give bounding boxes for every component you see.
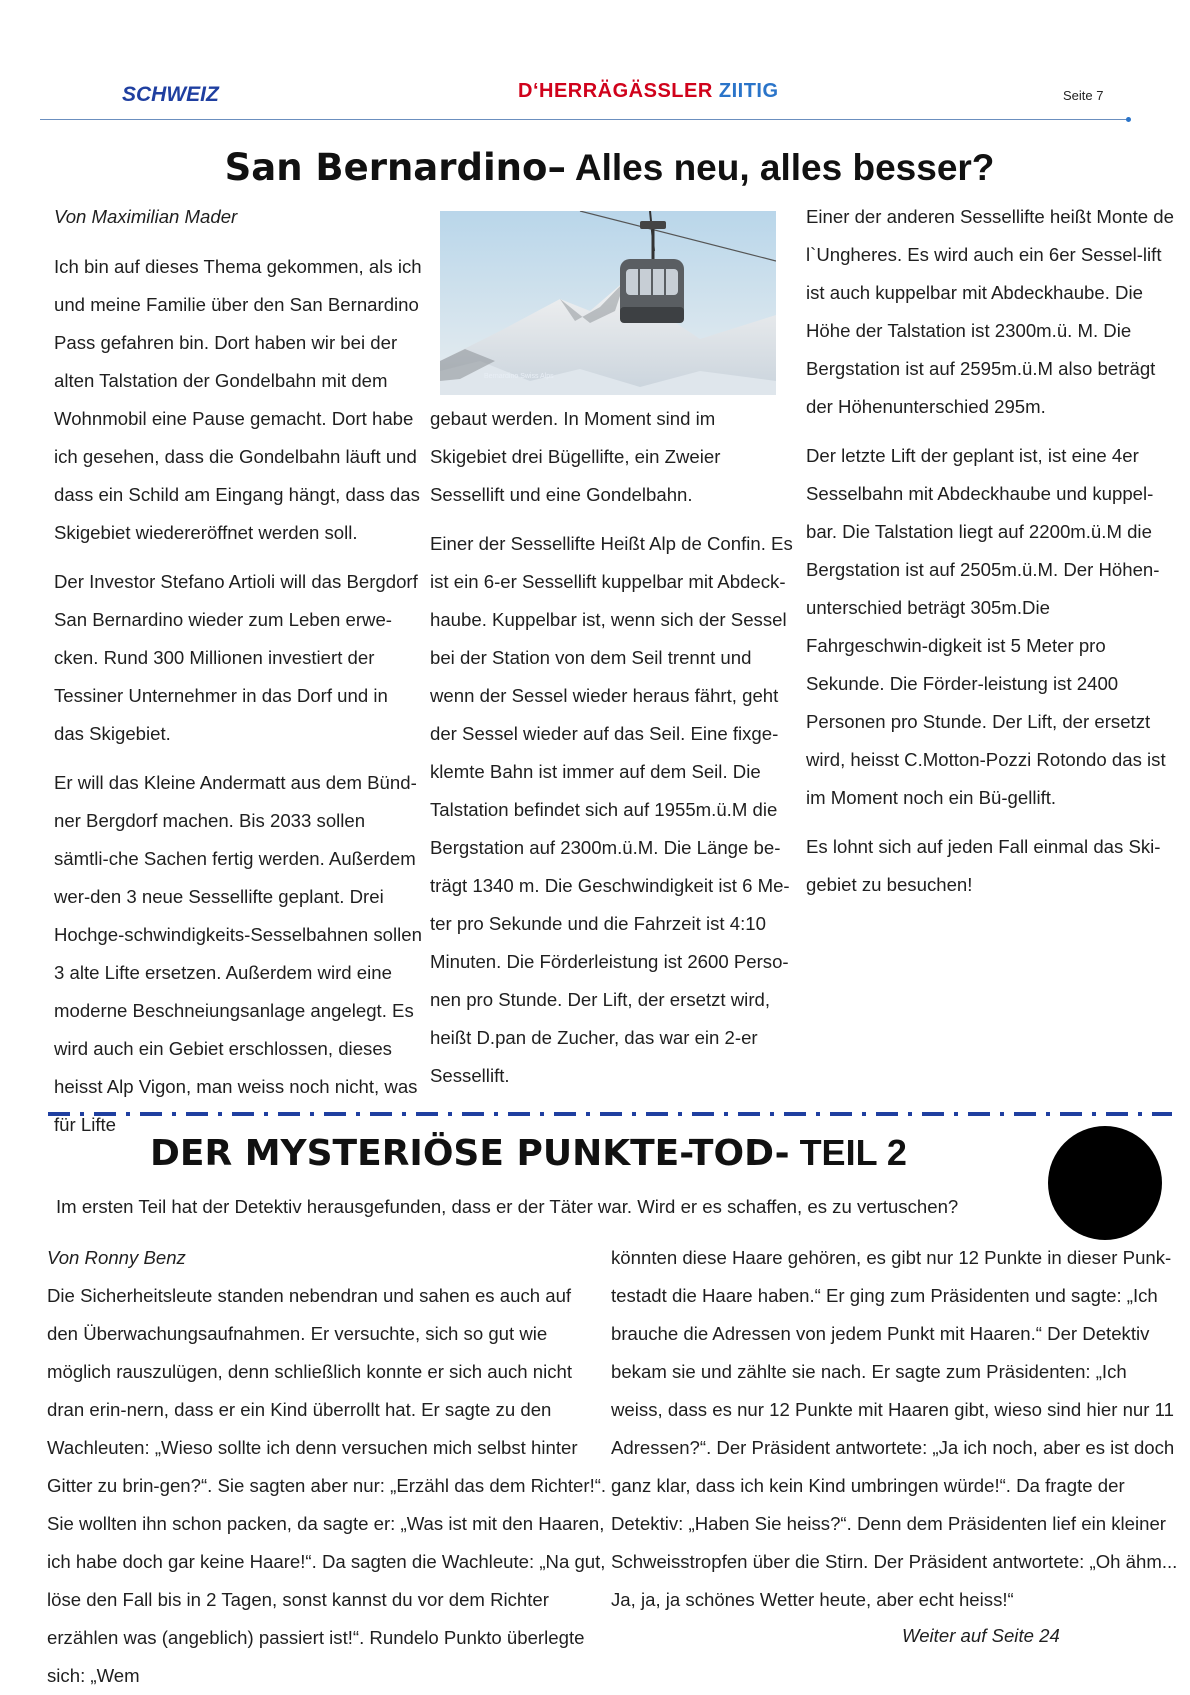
story-paragraph: könnten diese Haare gehören, es gibt nur 12 Punkte in dieser Punk-testadt die Haare haben.“ Er ging zum Präsidenten und sagte: „Ich brauche die Adressen von jedem Punkt mit Haaren.“ Der Detektiv bekam sie und zählte sie nach. Er sagte zum Präsidenten: „Ich weiss, dass es nur 12 Punkte mit Haaren gibt, wieso sind hier nur 11 Adressen?“. Der Präsident antwortete: „Ja ich noch, aber es ist doch ganz klar, dass ich kein Kind umbringen würde!“. Da fragte der Detektiv: „Haben Sie heiss?“. Denn dem Präsidenten lief ein kleiner Schweisstropfen über die Stirn. Der Präsident antwortete: „Oh ähm... Ja, ja, ja schönes Wetter heute, aber echt heiss!“ [611,1247,1178,1610]
header-rule [40,119,1130,120]
story-lead: Im ersten Teil hat der Detektiv herausgefunden, dass er der Täter war. Wird er es schaffen, es zu vertuschen? [56,1196,959,1217]
story-title [150,1132,907,1174]
story-column-1 [47,1239,607,1695]
newspaper-name-accent: ZIITIG [718,80,779,102]
article-paragraph: Der Investor Stefano Artioli will das Bergdorf San Bernardino wieder zum Leben erwe-cken. Rund 300 Millionen investiert der Tessiner Unternehmer in das Dorf und in das Skigebiet. [54,571,418,744]
article-paragraph: Ich bin auf dieses Thema gekommen, als ich und meine Familie über den San Bernardino Pass gefahren bin. Dort haben wir bei der alten Talstation der Gondelbahn mit dem Wohnmobil eine Pause gemacht. Dort habe ich gesehen, dass die Gondelbahn läuft und dass ein Schild am Eingang hängt, dass das Skigebiet wiedereröffnet werden soll. [54,256,422,543]
article-paragraph: Einer der Sessellifte Heißt Alp de Confin. Es ist ein 6-er Sessellift kuppelbar mit Abdeck-haube. Kuppelbar ist, wenn sich der Sessel bei der Station von dem Seil trennt und wenn der Sessel wieder heraus fährt, geht der Sessel wieder auf das Seil. Eine fixge-klemte Bahn ist immer auf dem Seil. Die Talstation befindet sich auf 1955m.ü.M die Bergstation auf 2300m.ü.M. Die Länge be-trägt 1340 m. Die Geschwindigkeit ist 6 Me-ter pro Sekunde und die Fahrzeit ist 4:10 Minuten. Die Förderleistung ist 2600 Perso-nen pro Stunde. Der Lift, der ersetzt wird, heißt D.pan de Zucher, das war ein 2-er Sessellift. [430,533,793,1086]
section-divider [48,1111,1172,1117]
article-column-2 [430,400,795,1106]
story-column-2 [611,1239,1181,1619]
article-paragraph: Er will das Kleine Andermatt aus dem Bünd-ner Bergdorf machen. Bis 2033 sollen sämtli-che Sachen fertig werden. Außerdem wer-den 3 neue Sessellifte geplant. Drei Hochge-schwindigkeits-Sesselbahnen sollen 3 alte Lifte ersetzen. Außerdem wird eine moderne Beschneiungsanlage angelegt. Es wird auch ein Gebiet erschlossen, dieses heisst Alp Vigon, man weiss noch nicht, was für Lifte [54,772,422,1135]
article-title [0,146,1190,189]
section-label: SCHWEIZ [122,83,219,106]
article-title-bold: San Bernardino [224,146,548,189]
article-paragraph: Einer der anderen Sessellifte heißt Monte de l`Ungheres. Es wird auch ein 6er Sessel-lift ist auch kuppelbar mit Abdeckhaube. Die Höhe der Talstation ist 2300m.ü. M. Die Bergstation ist auf 2595m.ü.M also beträgt der Höhenunterschied 295m. [806,206,1174,417]
article-paragraph: gebaut werden. In Moment sind im Skigebiet drei Bügellifte, ein Zweier Sessellift und eine Gondelbahn. [430,408,721,505]
gondola-photo [440,211,776,395]
photo-caption: Bernardino Swiss Alps [484,373,554,380]
article-paragraph: Es lohnt sich auf jeden Fall einmal das Ski-gebiet zu besuchen! [806,836,1161,895]
article-title-dash: – [547,146,566,189]
newspaper-name-main: D‘HERRÄGÄSSLER [518,80,713,102]
gondola-photo-illustration [440,211,776,395]
story-title-bold: DER MYSTERIÖSE PUNKTE-TOD- [150,1133,790,1174]
black-dot-illustration [1048,1126,1162,1240]
page-number: Seite 7 [1063,88,1104,103]
article-column-3 [806,198,1176,915]
continued-note: Weiter auf Seite 24 [902,1625,1060,1646]
article-byline: Von Maximilian Mader [54,206,238,227]
story-paragraph: Die Sicherheitsleute standen nebendran und sahen es auch auf den Überwachungsaufnahmen. Er versuchte, sich so gut wie möglich rauszulügen, denn schließlich konnte er sich auch nicht dran erin-nern, dass er ein Kind überrollt hat. Er sagte zu den Wachleuten: „Wieso sollte ich denn versuchen mich selbst hinter Gitter zu brin-gen?“. Sie sagten aber nur: „Erzähl das dem Richter!“. Sie wollten ihn schon packen, da sagte er: „Was ist mit den Haaren, ich habe doch gar keine Haare!“. Da sagten die Wachleute: „Na gut, löse den Fall bis in 2 Tagen, sonst kannst du vor dem Richter erzählen was (angeblich) passiert ist!“. Rundelo Punkto überlegte sich: „Wem [47,1285,607,1686]
story-title-rest: TEIL 2 [789,1132,907,1173]
newspaper-name [518,80,779,103]
header-rule-dot [1126,117,1131,122]
article-paragraph: Der letzte Lift der geplant ist, ist eine 4er Sesselbahn mit Abdeckhaube und kuppel-bar. Die Talstation liegt auf 2200m.ü.M die Bergstation ist auf 2505m.ü.M. Der Höhen-unterschied beträgt 305m.Die Fahrgeschwin-digkeit ist 5 Meter pro Sekunde. Die Förder-leistung ist 2400 Personen pro Stunde. Der Lift, der ersetzt wird, heisst C.Motton-Pozzi Rotondo das ist im Moment noch ein Bü-gellift. [806,445,1166,808]
article-column-1 [54,198,422,1155]
article-title-rest: Alles neu, alles besser? [565,147,995,188]
story-byline: Von Ronny Benz [47,1247,186,1268]
